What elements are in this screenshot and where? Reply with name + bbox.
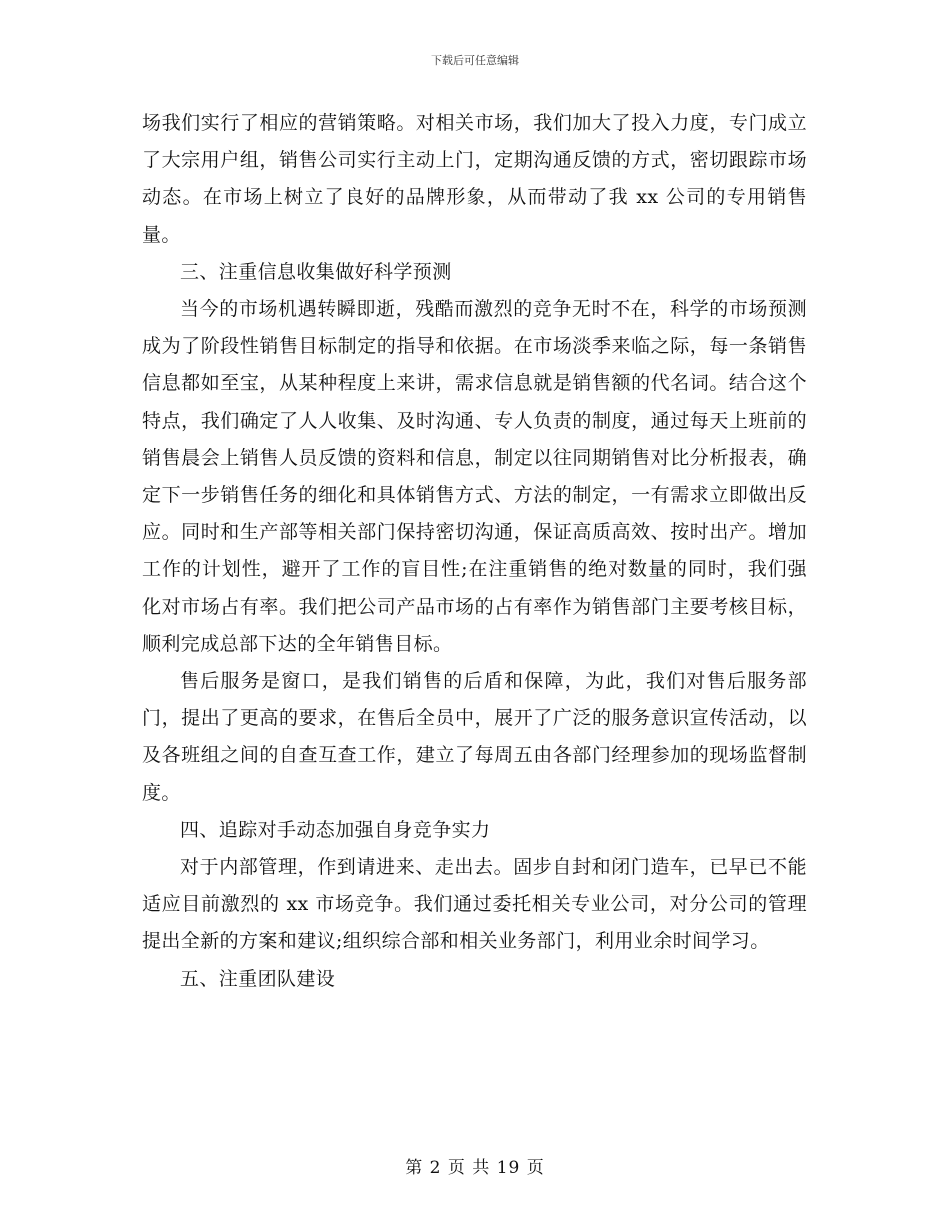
paragraph-internal-management: 对于内部管理，作到请进来、走出去。固步自封和闭门造车，已早已不能适应目前激烈的 xx 市场竞争。我们通过委托相关专业公司，对分公司的管理提出全新的方案和建议;组织综合部和相关业务部门，利用业余时间学习。 <box>142 856 807 953</box>
document-body <box>142 105 807 998</box>
paragraph-after-sales: 售后服务是窗口，是我们销售的后盾和保障，为此，我们对售后服务部门，提出了更高的要求，在售后全员中，展开了广泛的服务意识宣传活动，以及各班组之间的自查互查工作，建立了每周五由各部门经理参加的现场监督制度。 <box>142 670 807 804</box>
section-heading-5: 五、注重团队建设 <box>180 967 336 990</box>
paragraph-continuation: 场我们实行了相应的营销策略。对相关市场，我们加大了投入力度，专门成立了大宗用户组，销售公司实行主动上门，定期沟通反馈的方式，密切跟踪市场动态。在市场上树立了良好的品牌形象，从而带动了我 xx 公司的专用销售量。 <box>142 112 807 246</box>
section-heading-4: 四、追踪对手动态加强自身竞争实力 <box>180 818 491 841</box>
page-footer: 第 2 页 共 19 页 <box>405 1158 545 1178</box>
paragraph-market-forecast: 当今的市场机遇转瞬即逝，残酷而激烈的竞争无时不在，科学的市场预测成为了阶段性销售目标制定的指导和依据。在市场淡季来临之际，每一条销售信息都如至宝，从某种程度上来讲，需求信息就是销售额的代名词。结合这个特点，我们确定了人人收集、及时沟通、专人负责的制度，通过每天上班前的销售晨会上销售人员反馈的资料和信息，制定以往同期销售对比分析报表，确定下一步销售任务的细化和具体销售方式、方法的制定，一有需求立即做出反应。同时和生产部等相关部门保持密切沟通，保证高质高效、按时出产。增加工作的计划性，避开了工作的盲目性;在注重销售的绝对数量的同时，我们强化对市场占有率。我们把公司产品市场的占有率作为销售部门主要考核目标，顺利完成总部下达的全年销售目标。 <box>142 298 807 655</box>
page-header: 下载后可任意编辑 <box>431 54 519 67</box>
section-heading-3: 三、注重信息收集做好科学预测 <box>180 260 452 283</box>
